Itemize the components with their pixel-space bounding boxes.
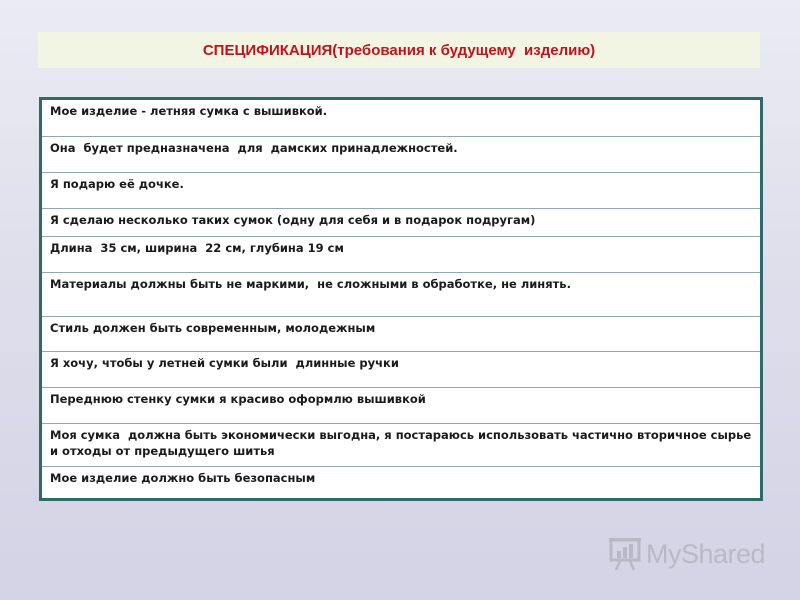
spec-row: Мое изделие - летняя сумка с вышивкой. [42, 100, 760, 137]
page-title [38, 32, 760, 68]
spec-row: Она будет предназначена для дамских принадлежностей. [42, 137, 760, 173]
spec-row: Материалы должны быть не маркими, не сложными в обработке, не линять. [42, 273, 760, 317]
spec-row: Я подарю её дочке. [42, 173, 760, 209]
spec-row: Переднюю стенку сумки я красиво оформлю вышивкой [42, 388, 760, 424]
presentation-board-icon [608, 536, 642, 572]
spec-row: Длина 35 см, ширина 22 см, глубина 19 см [42, 237, 760, 273]
spec-row: Моя сумка должна быть экономически выгодна, я постараюсь использовать частично вторичное сырье и отходы от предыдущего шитья [42, 424, 760, 467]
spec-row: Стиль должен быть современным, молодежным [42, 317, 760, 352]
title-subtitle: (требования к будущему изделию) [332, 41, 596, 59]
spec-row: Мое изделие должно быть безопасным [50, 471, 316, 485]
watermark-logo [608, 536, 765, 572]
spec-row: Я хочу, чтобы у летней сумки были длинные ручки [42, 352, 760, 388]
specification-table [39, 97, 763, 501]
title-main: СПЕЦИФИКАЦИЯ [202, 41, 333, 59]
spec-row: Я сделаю несколько таких сумок (одну для себя и в подарок подругам) [42, 209, 760, 237]
watermark-text: MyShared [646, 538, 766, 569]
